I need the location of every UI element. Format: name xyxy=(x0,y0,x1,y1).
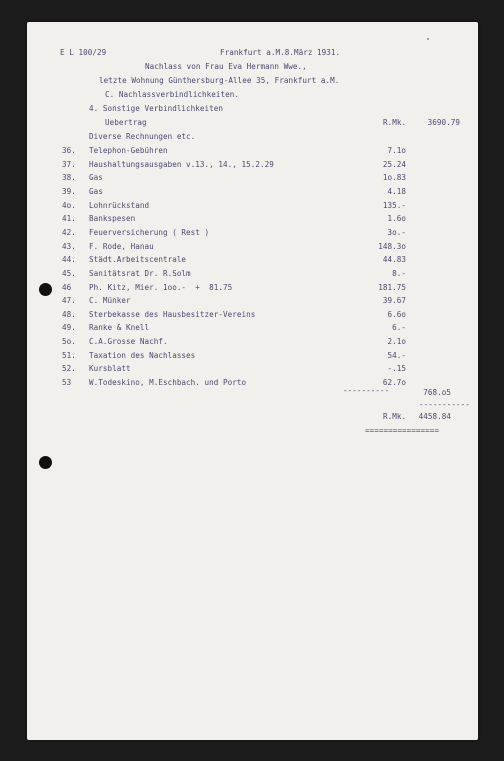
total-double-rule: ================ xyxy=(365,426,439,435)
item-number: 41. xyxy=(62,214,76,223)
item-description: C.A.Grosse Nachf. xyxy=(89,337,168,346)
carry-over-currency: R.Mk. xyxy=(383,118,407,127)
item-amount: 181.75 xyxy=(378,283,406,292)
item-number: 5o. xyxy=(62,337,76,346)
item-number: 4o. xyxy=(62,201,76,210)
item-number: 53 xyxy=(62,378,72,387)
item-number: 37. xyxy=(62,160,76,169)
item-description: Feuerversicherung ( Rest ) xyxy=(89,228,210,237)
item-description: Telephon-Gebühren xyxy=(89,146,168,155)
item-amount: 25.24 xyxy=(382,160,406,169)
item-description: F. Rode, Hanau xyxy=(89,242,154,251)
item-description: Ph. Kitz, Mier. 1oo.- + 81.75 xyxy=(89,283,233,292)
item-description: Bankspesen xyxy=(89,214,136,223)
item-description: Kursblatt xyxy=(89,364,131,373)
item-description: Taxation des Nachlasses xyxy=(89,351,196,360)
item-amount: 135.- xyxy=(382,201,406,210)
subtotal-rule: ---------- xyxy=(343,386,390,395)
item-number: 48. xyxy=(62,310,76,319)
item-number: 42. xyxy=(62,228,76,237)
total-amount: 4458.84 xyxy=(418,412,451,421)
section-c-title: C. Nachlassverbindlichkeiten. xyxy=(105,90,240,99)
item-description: Haushaltungsausgaben v.13., 14., 15.2.29 xyxy=(89,160,274,169)
item-amount: 1.6o xyxy=(387,214,406,223)
item-number: 45. xyxy=(62,269,76,278)
item-number: 43. xyxy=(62,242,76,251)
item-description: W.Todeskino, M.Eschbach. und Porto xyxy=(89,378,247,387)
item-description: Sanitätsrat Dr. R.Solm xyxy=(89,269,191,278)
paper-speck xyxy=(427,38,429,40)
last-residence: letzte Wohnung Günthersburg-Allee 35, Frankfurt a.M. xyxy=(99,76,340,85)
item-number: 44. xyxy=(62,255,76,264)
item-amount: 39.67 xyxy=(382,296,406,305)
carry-over-label: Uebertrag xyxy=(105,118,147,127)
item-number: 46 xyxy=(62,283,72,292)
item-description: Städt.Arbeitscentrale xyxy=(89,255,187,264)
item-description: Sterbekasse des Hausbesitzer-Vereins xyxy=(89,310,256,319)
item-description: Gas xyxy=(89,173,103,182)
punch-hole-top xyxy=(39,283,52,296)
subtotal-rule-2: ----------- xyxy=(419,400,470,409)
item-amount: 8.- xyxy=(392,269,406,278)
section-4-title: 4. Sonstige Verbindlichkeiten xyxy=(89,104,224,113)
item-amount: 3o.- xyxy=(387,228,406,237)
item-description: C. Münker xyxy=(89,296,131,305)
item-amount: 1o.83 xyxy=(382,173,406,182)
item-number: 38. xyxy=(62,173,76,182)
item-number: 36. xyxy=(62,146,76,155)
item-number: 47. xyxy=(62,296,76,305)
item-amount: 62.7o xyxy=(382,378,406,387)
reference-number: E L 100/29 xyxy=(60,48,107,57)
item-amount: 6.6o xyxy=(387,310,406,319)
item-description: Lohnrückstand xyxy=(89,201,150,210)
item-amount: -.15 xyxy=(387,364,406,373)
carry-over-amount: 3690.79 xyxy=(427,118,460,127)
item-number: 51. xyxy=(62,351,76,360)
document-sheet xyxy=(27,22,478,740)
item-amount: 7.1o xyxy=(387,146,406,155)
item-amount: 2.1o xyxy=(387,337,406,346)
item-amount: 4.18 xyxy=(387,187,406,196)
item-amount: 44.83 xyxy=(382,255,406,264)
item-number: 52. xyxy=(62,364,76,373)
item-number: 49. xyxy=(62,323,76,332)
item-amount: 54.- xyxy=(387,351,406,360)
subtotal-amount: 768.o5 xyxy=(423,388,451,397)
subtitle-misc-bills: Diverse Rechnungen etc. xyxy=(89,132,196,141)
item-amount: 6.- xyxy=(392,323,406,332)
place-and-date: Frankfurt a.M.8.März 1931. xyxy=(220,48,341,57)
estate-title: Nachlass von Frau Eva Hermann Wwe., xyxy=(145,62,307,71)
item-description: Gas xyxy=(89,187,103,196)
total-currency: R.Mk. xyxy=(383,412,407,421)
punch-hole-bottom xyxy=(39,456,52,469)
item-description: Ranke & Knell xyxy=(89,323,150,332)
item-amount: 148.3o xyxy=(378,242,406,251)
item-number: 39. xyxy=(62,187,76,196)
